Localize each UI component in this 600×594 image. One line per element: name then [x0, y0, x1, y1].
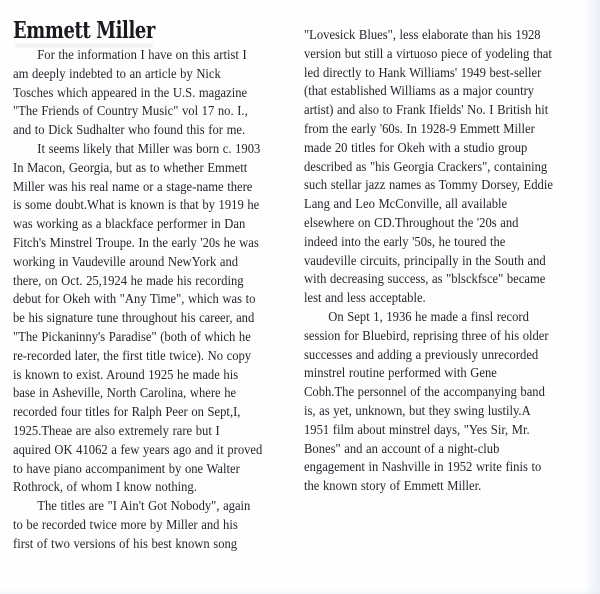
text-line: "The Pickaninny's Paradise" (both of which he — [13, 329, 251, 345]
text-line: vaudeville circuits, principally in the South and — [304, 253, 546, 269]
text-line: 1951 film about minstrel days, "Yes Sir, Mr. — [304, 422, 530, 438]
text-line: from the early '60s. In 1928-9 Emmett Miller — [304, 121, 535, 137]
paragraph — [304, 27, 596, 309]
text-line: It seems likely that Miller was born c. 1903 — [37, 141, 261, 157]
text-line: am deeply indebted to an article by Nick — [13, 66, 221, 82]
text-line: there, on Oct. 25,1924 he made his recording — [13, 273, 244, 289]
text-line: indeed into the early '50s, he toured the — [304, 234, 506, 250]
text-line: to have piano accompaniment by one Walter — [13, 461, 240, 477]
text-line: and to Dick Sudhalter who found this for me. — [13, 123, 246, 139]
text-line: successes and adding a previously unrecorded — [304, 347, 539, 363]
text-line: lest and less acceptable. — [304, 291, 426, 307]
text-line: On Sept 1, 1936 he made a finsl record — [328, 309, 529, 325]
paragraph — [13, 47, 303, 141]
text-line: 1925.Theae are also extremely rare but I — [13, 423, 220, 439]
text-line: such stellar jazz names as Tommy Dorsey, Eddie — [304, 178, 553, 194]
paragraph — [13, 498, 303, 554]
text-line: is known to exist. Around 1925 he made his — [13, 367, 239, 383]
text-line: debut for Okeh with "Any Time", which was to — [13, 292, 256, 308]
text-line: "Lovesick Blues", less elaborate than his 1928 — [304, 28, 541, 43]
text-line: engagement in Nashville in 1952 write finis to — [304, 460, 542, 476]
text-line: is some doubt.What is known is that by 1919 he — [13, 198, 260, 214]
text-line: led directly to Hank Williams' 1949 best-seller — [304, 65, 542, 81]
text-line: "The Friends of Country Music" vol 17 no. I., — [13, 104, 248, 120]
text-line: artist) and also to Frank Ifields' No. I British hit — [304, 103, 549, 119]
text-line: is, as yet, unknown, but they swing lustily.A — [304, 403, 531, 419]
text-line: For the information I have on this artist I — [37, 48, 247, 63]
text-line: aquired OK 41062 a few years ago and it proved — [13, 442, 263, 458]
text-line: The titles are "I Ain't Got Nobody", again — [37, 499, 251, 515]
page-title: Emmett Miller — [13, 17, 155, 44]
text-line: with decreasing success, as "blsckfsce" became — [304, 272, 546, 288]
paragraph — [13, 141, 303, 498]
right-column — [304, 27, 596, 497]
text-line: In Macon, Georgia, but as to whether Emmett — [13, 160, 248, 176]
text-line: Fitch's Minstrel Troupe. In the early '20s he was — [13, 235, 259, 251]
text-line: session for Bluebird, reprising three of his older — [304, 328, 549, 344]
page-edge-shadow-bottom — [0, 588, 600, 594]
text-line: Cobh.The personnel of the accompanying band — [304, 385, 545, 401]
text-line: described as "his Georgia Crackers", containing — [304, 159, 548, 175]
text-line: (that established Williams as a major country — [304, 84, 535, 100]
text-line: re-recorded later, the first title twice). No copy — [13, 348, 252, 364]
left-column-text — [13, 47, 303, 555]
text-line: made 20 titles for Okeh with a studio group — [304, 140, 528, 156]
text-line: minstrel routine performed with Gene — [304, 366, 497, 382]
text-line: Bones" and an account of a night-club — [304, 441, 500, 457]
text-line: to be recorded twice more by Miller and his — [13, 517, 238, 533]
text-line: recorded four titles for Ralph Peer on Sept,I, — [13, 405, 241, 421]
text-line: base in Asheville, North Carolina, where he — [13, 386, 237, 402]
text-line: version but still a virtuoso piece of yodeling that — [304, 46, 552, 62]
text-line: was working as a blackface performer in Dan — [13, 217, 246, 233]
text-line: elsewhere on CD.Throughout the '20s and — [304, 215, 519, 231]
left-column — [13, 17, 303, 555]
paragraph — [304, 309, 596, 497]
right-column-text — [304, 27, 596, 497]
text-line: Lang and Leo McConville, all available — [304, 197, 508, 213]
text-line: first of two versions of his best known song — [13, 536, 238, 552]
text-line: Tosches which appeared in the U.S. magazine — [13, 85, 248, 101]
text-line: be his signature tune throughout his career, and — [13, 311, 255, 327]
text-line: working in Vaudeville around NewYork and — [13, 254, 239, 270]
text-line: Rothrock, of whom I know nothing. — [13, 480, 197, 496]
text-line: Miller was his real name or a stage-name there — [13, 179, 253, 195]
text-line: the known story of Emmett Miller. — [304, 479, 482, 495]
